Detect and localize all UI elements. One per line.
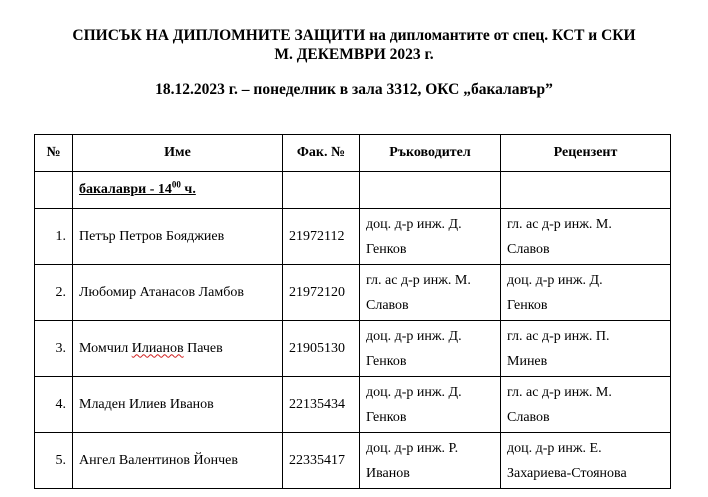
supervisor: гл. ас д-р инж. М. Славов xyxy=(360,265,501,321)
header-supervisor: Ръководител xyxy=(360,135,501,172)
table-header-row xyxy=(35,135,671,172)
reviewer: доц. д-р инж. Е. Захариева-Стоянова xyxy=(501,433,671,489)
supervisor: доц. д-р инж. Д. Генков xyxy=(360,321,501,377)
header-reviewer: Рецензент xyxy=(501,135,671,172)
faculty-number: 21905130 xyxy=(283,321,360,377)
student-name: Момчил Илианов Пачев xyxy=(73,321,283,377)
header-name: Име xyxy=(73,135,283,172)
supervisor: доц. д-р инж. Д. Генков xyxy=(360,209,501,265)
table-row xyxy=(35,265,671,321)
row-num: 4. xyxy=(35,377,73,433)
title-line-1: СПИСЪК НА ДИПЛОМНИТЕ ЗАЩИТИ на дипломантите от спец. КСТ и СКИ xyxy=(72,27,636,44)
section-supervisor-cell xyxy=(360,172,501,209)
faculty-number: 21972120 xyxy=(283,265,360,321)
section-reviewer-cell xyxy=(501,172,671,209)
section-fac-cell xyxy=(283,172,360,209)
student-name: Петър Петров Бояджиев xyxy=(73,209,283,265)
supervisor: доц. д-р инж. Р. Иванов xyxy=(360,433,501,489)
document-subtitle: 18.12.2023 г. – понеделник в зала 3312, ОКС „бакалавър” xyxy=(155,81,553,98)
row-num: 3. xyxy=(35,321,73,377)
section-label-cell xyxy=(73,172,283,209)
section-label xyxy=(79,179,196,197)
header-num: № xyxy=(35,135,73,172)
table-row xyxy=(35,377,671,433)
spellcheck-underline: Илианов xyxy=(131,340,184,356)
table-row xyxy=(35,433,671,489)
row-num: 2. xyxy=(35,265,73,321)
defense-schedule-table xyxy=(34,134,671,489)
title-line-2: М. ДЕКЕМВРИ 2023 г. xyxy=(274,46,434,63)
faculty-number: 22335417 xyxy=(283,433,360,489)
section-row xyxy=(35,172,671,209)
header-fac: Фак. № xyxy=(283,135,360,172)
row-num: 5. xyxy=(35,433,73,489)
row-num: 1. xyxy=(35,209,73,265)
section-num-cell xyxy=(35,172,73,209)
section-label-text: бакалаври - 14 xyxy=(79,182,172,197)
student-name: Любомир Атанасов Ламбов xyxy=(73,265,283,321)
reviewer: гл. ас д-р инж. П. Минев xyxy=(501,321,671,377)
student-name: Ангел Валентинов Йончев xyxy=(73,433,283,489)
section-label-suffix: ч. xyxy=(180,182,196,197)
faculty-number: 21972112 xyxy=(283,209,360,265)
reviewer: гл. ас д-р инж. М. Славов xyxy=(501,209,671,265)
reviewer: доц. д-р инж. Д. Генков xyxy=(501,265,671,321)
document-title xyxy=(0,26,708,64)
student-name: Младен Илиев Иванов xyxy=(73,377,283,433)
supervisor: доц. д-р инж. Д. Генков xyxy=(360,377,501,433)
faculty-number: 22135434 xyxy=(283,377,360,433)
section-label-sup: 00 xyxy=(171,179,181,190)
reviewer: гл. ас д-р инж. М. Славов xyxy=(501,377,671,433)
table-row xyxy=(35,321,671,377)
table-row xyxy=(35,209,671,265)
